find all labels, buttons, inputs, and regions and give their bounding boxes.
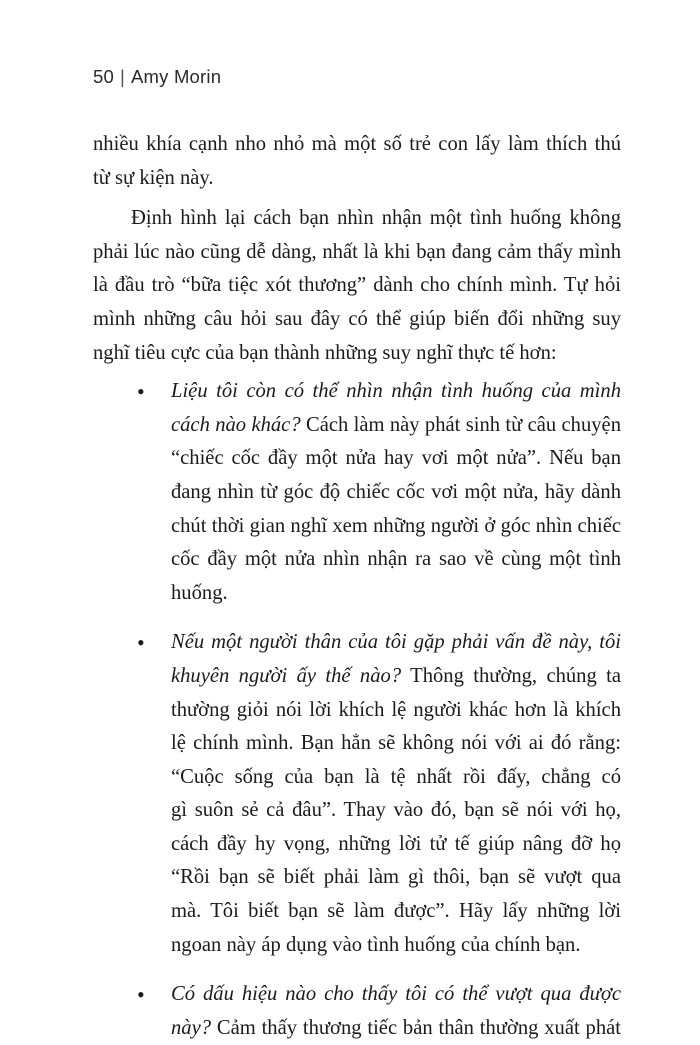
text-line: thường giỏi nói lời khích lệ người khác hơn là khích <box>171 698 621 721</box>
line-text: Cảm thấy thương tiếc bản thân thường xuất phát <box>211 1016 621 1039</box>
author-name: Amy Morin <box>131 66 222 87</box>
text-line: nghĩ tiêu cực của bạn thành những suy nghĩ thực tế hơn: <box>93 341 557 364</box>
bullet-item <box>93 626 621 962</box>
text-line: từ sự kiện này. <box>93 166 214 189</box>
italic-question: này? <box>171 1016 212 1039</box>
italic-question: cách nào khác? <box>171 413 301 436</box>
text-line: “Rồi bạn sẽ biết phải làm gì thôi, bạn sẽ vượt qua <box>171 866 621 889</box>
text-line: nhiều khía cạnh nho nhỏ mà một số trẻ con lấy làm thích thú <box>93 133 621 155</box>
text-line <box>171 626 621 660</box>
bullet-symbol: • <box>137 630 145 656</box>
text-line: là đầu trò “bữa tiệc xót thương” dành cho chính mình. Tự hỏi <box>93 274 621 297</box>
text-line: lệ chính mình. Bạn hẳn sẽ không nói với ai đó rằng: <box>171 732 621 755</box>
bullet-item <box>93 978 621 1045</box>
body-text <box>93 128 621 1045</box>
italic-question: khuyên người ấy thế nào? <box>171 664 402 687</box>
text-line: mà. Tôi biết bạn sẽ làm được”. Hãy lấy những lời <box>171 900 621 923</box>
text-line: ngoan này áp dụng vào tình huống của chính bạn. <box>171 933 581 956</box>
italic-question: Nếu một người thân của tôi gặp phải vấn đề này, tôi <box>171 631 621 654</box>
text-line: cách đầy hy vọng, những lời tử tế giúp nâng đỡ họ <box>171 832 621 855</box>
running-header <box>93 66 221 88</box>
text-line <box>171 409 621 443</box>
italic-question: Có dấu hiệu nào cho thấy tôi có thể vượt qua được <box>171 983 621 1006</box>
line-text: Thông thường, chúng ta <box>401 664 621 687</box>
text-line <box>171 978 621 1012</box>
bullet-item <box>93 375 621 610</box>
page-number: 50 <box>93 66 114 87</box>
bullet-symbol: • <box>137 982 145 1008</box>
text-line: chút thời gian nghĩ xem những người ở góc nhìn chiếc <box>171 514 621 537</box>
text-line: đang nhìn từ góc độ chiếc cốc vơi một nửa, hãy dành <box>171 480 621 503</box>
italic-question: Liệu tôi còn có thể nhìn nhận tình huống của mình <box>171 380 621 403</box>
text-line: Định hình lại cách bạn nhìn nhận một tình huống không <box>131 207 621 230</box>
text-line <box>171 660 621 694</box>
text-line: huống. <box>171 581 228 604</box>
text-line <box>171 1012 621 1045</box>
text-line: gì suôn sẻ cả đâu”. Thay vào đó, bạn sẽ nói với họ, <box>171 799 621 822</box>
paragraph <box>93 202 621 370</box>
text-line: phải lúc nào cũng dễ dàng, nhất là khi bạn đang cảm thấy mình <box>93 240 621 263</box>
paragraph <box>93 128 621 195</box>
text-line: “chiếc cốc đầy một nửa hay vơi một nửa”. Nếu bạn <box>171 447 621 470</box>
text-line: mình những câu hỏi sau đây có thể giúp biến đổi những suy <box>93 307 621 330</box>
text-line <box>171 375 621 409</box>
header-separator: | <box>119 66 125 87</box>
line-text: Cách làm này phát sinh từ câu chuyện <box>300 413 621 436</box>
bullet-symbol: • <box>137 379 145 405</box>
text-line: cốc đầy một nửa nhìn nhận ra sao về cùng một tình <box>171 548 621 571</box>
text-line: “Cuộc sống của bạn là tệ nhất rồi đấy, chẳng có <box>171 765 621 788</box>
